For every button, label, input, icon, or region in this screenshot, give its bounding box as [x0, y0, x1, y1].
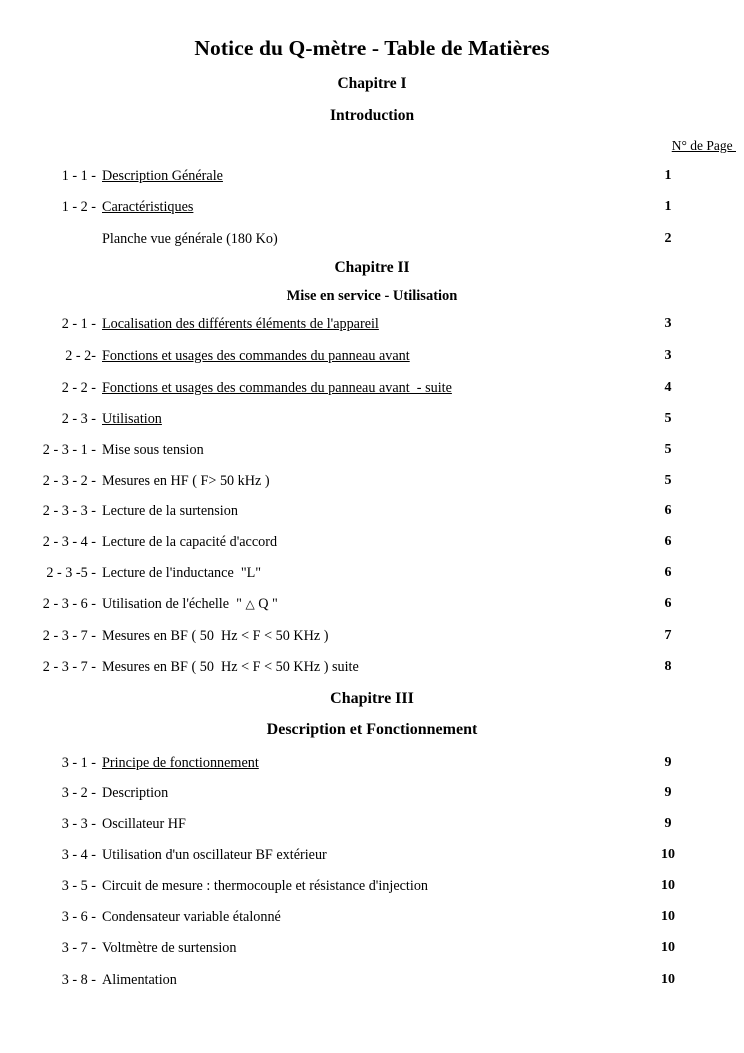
toc-entry-number: 3 - 3 -	[61, 816, 96, 832]
toc-entry-row	[0, 596, 744, 616]
toc-entry-row	[0, 816, 744, 836]
toc-entry-row[interactable]	[0, 348, 744, 368]
toc-entry-number: 2 - 3 -	[61, 411, 96, 427]
toc-entry-link[interactable]: Caractéristiques	[102, 199, 194, 215]
toc-entry-row[interactable]	[0, 380, 744, 400]
toc-entry-page-number: 10	[661, 940, 675, 955]
toc-entry-number: 2 - 3 - 3 -	[42, 503, 96, 519]
toc-entry-number: 3 - 8 -	[61, 972, 96, 988]
toc-entry-page-number: 10	[661, 909, 675, 924]
toc-entry-number: 3 - 7 -	[61, 940, 96, 956]
toc-entry-page-number: 3	[664, 316, 672, 331]
toc-entry-row	[0, 565, 744, 585]
toc-entry-row	[0, 628, 744, 648]
toc-entry-link[interactable]: Description Générale	[102, 168, 223, 184]
page-number-column-header	[560, 138, 736, 154]
toc-entry-number: 3 - 4 -	[61, 847, 96, 863]
toc-entry-number: 1 - 2 -	[61, 199, 96, 215]
toc-entry-page-number: 9	[664, 785, 672, 800]
toc-entry-page-number: 7	[664, 628, 672, 643]
toc-entry-page-number: 9	[664, 755, 672, 770]
toc-entry-row	[0, 785, 744, 805]
toc-entry-label: Mise sous tension	[102, 442, 204, 458]
toc-entry-row	[0, 503, 744, 523]
toc-entry-page-number: 6	[664, 534, 672, 549]
toc-entry-page-number: 5	[664, 473, 672, 488]
toc-entry-number: 2 - 3 - 4 -	[42, 534, 96, 550]
toc-entry-page-number: 1	[664, 199, 672, 214]
toc-entry-page-number: 10	[661, 972, 675, 987]
toc-entry-row[interactable]	[0, 199, 744, 219]
toc-entry-label: Lecture de la capacité d'accord	[102, 534, 278, 550]
toc-entry-row	[0, 659, 744, 679]
toc-entry-page-number: 5	[664, 411, 672, 426]
toc-entry-number: 1 - 1 -	[61, 168, 96, 184]
toc-entry-number: 3 - 6 -	[61, 909, 96, 925]
toc-entry-row	[0, 231, 744, 251]
toc-entry-page-number: 6	[664, 503, 672, 518]
toc-entry-number: 2 - 2 -	[61, 380, 96, 396]
toc-entry-number: 2 - 3 - 6 -	[42, 596, 96, 612]
toc-entry-link[interactable]: Fonctions et usages des commandes du panneau avant - suite	[102, 380, 452, 396]
toc-entry-row	[0, 847, 744, 867]
toc-entry-row[interactable]	[0, 755, 744, 775]
toc-entry-page-number: 5	[664, 442, 672, 457]
chapter-3-heading: Chapitre III	[330, 690, 414, 707]
toc-entry-page-number: 1	[664, 168, 672, 183]
toc-entry-label: Description	[102, 785, 169, 801]
toc-entry-label: Oscillateur HF	[102, 816, 186, 832]
toc-entry-page-number: 3	[664, 348, 672, 363]
toc-entry-row[interactable]	[0, 168, 744, 188]
toc-entry-number: 2 - 3 -5 -	[46, 565, 96, 581]
toc-entry-row	[0, 972, 744, 992]
toc-entry-number: 3 - 5 -	[61, 878, 96, 894]
toc-entry-link[interactable]: Fonctions et usages des commandes du panneau avant	[102, 348, 410, 364]
chapter-2-subheading: Mise en service - Utilisation	[286, 288, 458, 304]
toc-entry-number: 2 - 2-	[65, 348, 96, 364]
toc-entry-label: Alimentation	[102, 972, 177, 988]
toc-entry-label: Utilisation de l'échelle " △ Q "	[102, 596, 278, 612]
toc-entry-label: Circuit de mesure : thermocouple et résistance d'injection	[102, 878, 429, 894]
toc-entry-row	[0, 442, 744, 462]
toc-entry-number: 2 - 3 - 1 -	[42, 442, 96, 458]
toc-entry-row	[0, 878, 744, 898]
toc-entry-label: Lecture de l'inductance "L"	[102, 565, 262, 581]
toc-entry-page-number: 8	[664, 659, 672, 674]
toc-entry-row	[0, 940, 744, 960]
toc-entry-page-number: 10	[661, 847, 675, 862]
toc-entry-label: Mesures en HF ( F> 50 kHz )	[102, 473, 270, 489]
toc-entry-label: Lecture de la surtension	[102, 503, 238, 519]
toc-entry-number: 2 - 3 - 7 -	[42, 628, 96, 644]
toc-entry-link[interactable]: Principe de fonctionnement	[102, 755, 259, 771]
toc-entry-label: Mesures en BF ( 50 Hz < F < 50 KHz ) suite	[102, 659, 359, 675]
page-number-column-header-label: N° de Page	[671, 138, 736, 153]
toc-entry-link[interactable]: Utilisation	[102, 411, 162, 427]
toc-entry-row[interactable]	[0, 411, 744, 431]
chapter-3-subheading: Description et Fonctionnement	[266, 721, 478, 738]
toc-entry-page-number: 6	[664, 565, 672, 580]
toc-entry-label: Planche vue générale (180 Ko)	[102, 231, 278, 247]
toc-entry-label: Condensateur variable étalonné	[102, 909, 281, 925]
toc-entry-number: 2 - 3 - 7 -	[42, 659, 96, 675]
toc-entry-page-number: 9	[664, 816, 672, 831]
toc-entry-row	[0, 473, 744, 493]
toc-entry-page-number: 10	[661, 878, 675, 893]
toc-entry-label: Voltmètre de surtension	[102, 940, 237, 956]
toc-entry-number: 2 - 3 - 2 -	[42, 473, 96, 489]
toc-entry-number: 3 - 1 -	[61, 755, 96, 771]
toc-entry-row	[0, 909, 744, 929]
toc-entry-label: Mesures en BF ( 50 Hz < F < 50 KHz )	[102, 628, 329, 644]
chapter-2-heading: Chapitre II	[334, 259, 410, 276]
toc-entry-row	[0, 534, 744, 554]
toc-entry-number: 3 - 2 -	[61, 785, 96, 801]
toc-entry-number: 2 - 1 -	[61, 316, 96, 332]
toc-entry-page-number: 2	[664, 231, 672, 246]
chapter-1-heading: Chapitre I	[337, 75, 407, 92]
chapter-1-subheading: Introduction	[329, 107, 415, 124]
toc-entry-page-number: 6	[664, 596, 672, 611]
toc-entry-page-number: 4	[664, 380, 672, 395]
toc-entry-row[interactable]	[0, 316, 744, 336]
toc-entry-link[interactable]: Localisation des différents éléments de l'appareil	[102, 316, 379, 332]
document-title: Notice du Q-mètre - Table de Matières	[194, 36, 550, 60]
toc-entry-label: Utilisation d'un oscillateur BF extérieur	[102, 847, 327, 863]
delta-triangle-glyph: △	[245, 597, 255, 611]
